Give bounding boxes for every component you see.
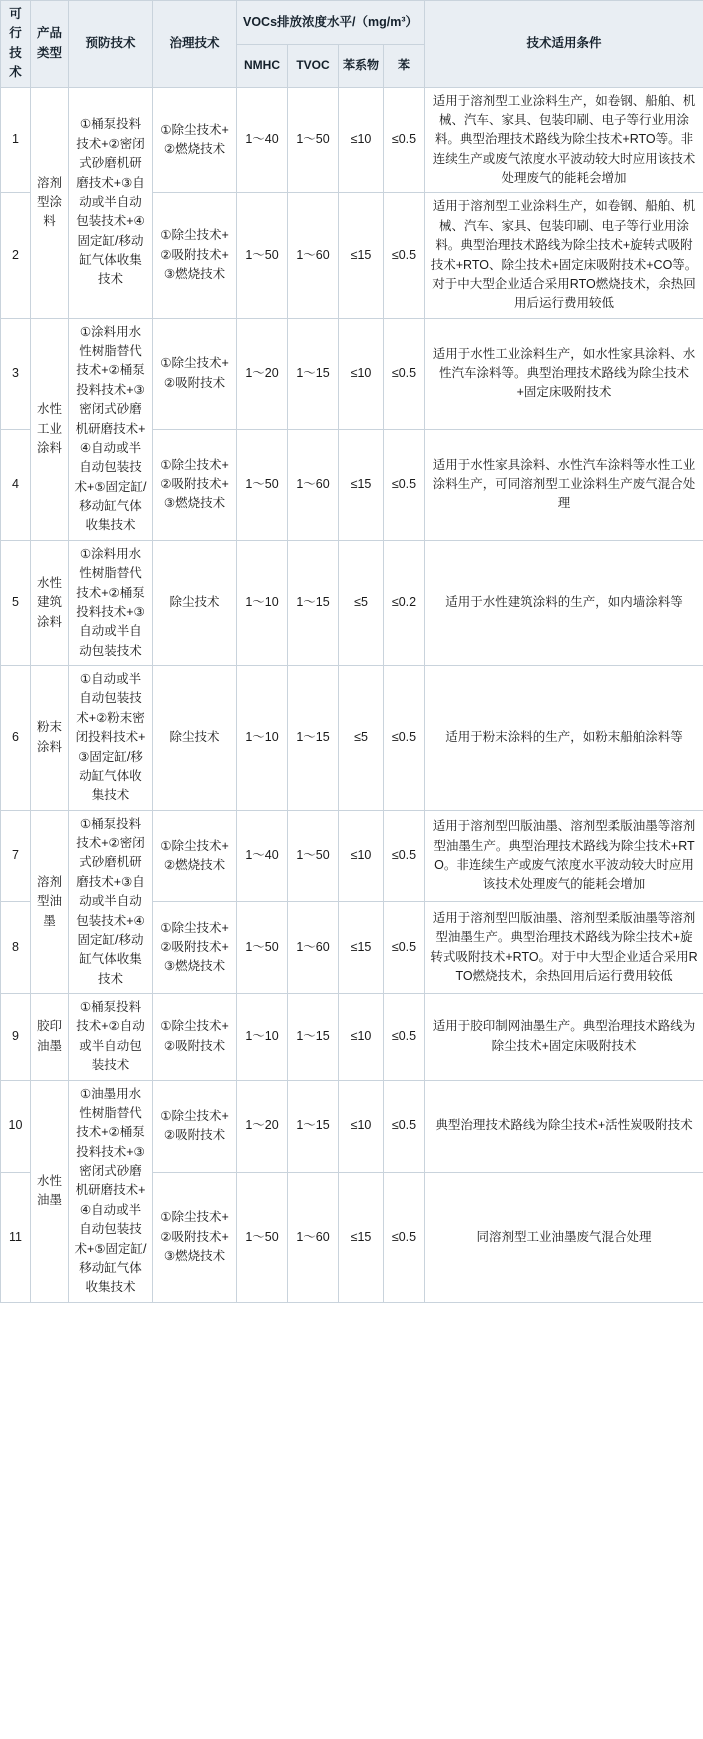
header-vocs-concentration: VOCs排放浓度水平/（mg/m³）	[237, 1, 425, 45]
cell-benzene-series: ≤15	[339, 1172, 384, 1302]
header-benzene: 苯	[384, 44, 425, 87]
table-header	[1, 1, 703, 88]
cell-treatment-tech: 除尘技术	[153, 540, 237, 665]
cell-feasible-tech-no: 9	[1, 994, 31, 1081]
cell-applicable-conditions: 适用于胶印制网油墨生产。典型治理技术路线为除尘技术+固定床吸附技术	[425, 994, 703, 1081]
cell-tvoc: 1～60	[288, 902, 339, 994]
header-prevention-tech: 预防技术	[69, 1, 153, 88]
cell-benzene-series: ≤15	[339, 193, 384, 318]
cell-treatment-tech: ①除尘技术+②吸附技术+③燃烧技术	[153, 902, 237, 994]
cell-treatment-tech: ①除尘技术+②吸附技术+③燃烧技术	[153, 429, 237, 540]
cell-tvoc: 1～15	[288, 1080, 339, 1172]
cell-nmhc: 1～40	[237, 810, 288, 902]
cell-prevention-tech: ①油墨用水性树脂替代技术+②桶泵投料技术+③密闭式砂磨机研磨技术+④自动或半自动包装技术+⑤固定缸/移动缸气体收集技术	[69, 1080, 153, 1302]
cell-benzene-series: ≤5	[339, 540, 384, 665]
cell-treatment-tech: 除尘技术	[153, 666, 237, 811]
cell-product-type: 胶印油墨	[31, 994, 69, 1081]
table-row	[1, 994, 703, 1081]
cell-product-type: 粉末涂料	[31, 666, 69, 811]
cell-prevention-tech: ①桶泵投料技术+②密闭式砂磨机研磨技术+③自动或半自动包装技术+④固定缸/移动缸气体收集技术	[69, 87, 153, 318]
cell-benzene-series: ≤5	[339, 666, 384, 811]
cell-product-type: 溶剂型油墨	[31, 810, 69, 993]
cell-tvoc: 1～50	[288, 87, 339, 193]
cell-feasible-tech-no: 7	[1, 810, 31, 902]
cell-benzene: ≤0.5	[384, 318, 425, 429]
cell-nmhc: 1～50	[237, 1172, 288, 1302]
cell-tvoc: 1～15	[288, 540, 339, 665]
cell-tvoc: 1～60	[288, 429, 339, 540]
cell-feasible-tech-no: 1	[1, 87, 31, 193]
table-row	[1, 540, 703, 665]
cell-tvoc: 1～60	[288, 193, 339, 318]
cell-nmhc: 1～10	[237, 666, 288, 811]
cell-benzene: ≤0.5	[384, 1080, 425, 1172]
cell-prevention-tech: ①涂料用水性树脂替代技术+②桶泵投料技术+③密闭式砂磨机研磨技术+④自动或半自动包装技术+⑤固定缸/移动缸气体收集技术	[69, 318, 153, 540]
table-row	[1, 318, 703, 429]
cell-product-type: 水性建筑涂料	[31, 540, 69, 665]
header-applicable-conditions: 技术适用条件	[425, 1, 703, 88]
cell-benzene: ≤0.5	[384, 429, 425, 540]
cell-feasible-tech-no: 5	[1, 540, 31, 665]
cell-product-type: 溶剂型涂料	[31, 87, 69, 318]
cell-feasible-tech-no: 8	[1, 902, 31, 994]
cell-nmhc: 1～20	[237, 318, 288, 429]
cell-treatment-tech: ①除尘技术+②吸附技术	[153, 994, 237, 1081]
cell-tvoc: 1～15	[288, 318, 339, 429]
table-row	[1, 1080, 703, 1172]
cell-benzene: ≤0.5	[384, 87, 425, 193]
cell-applicable-conditions: 适用于水性家具涂料、水性汽车涂料等水性工业涂料生产，可同溶剂型工业涂料生产废气混合处理	[425, 429, 703, 540]
cell-feasible-tech-no: 11	[1, 1172, 31, 1302]
cell-prevention-tech: ①自动或半自动包装技术+②粉末密闭投料技术+③固定缸/移动缸气体收集技术	[69, 666, 153, 811]
cell-tvoc: 1～60	[288, 1172, 339, 1302]
table-row	[1, 87, 703, 193]
cell-prevention-tech: ①涂料用水性树脂替代技术+②桶泵投料技术+③自动或半自动包装技术	[69, 540, 153, 665]
cell-benzene: ≤0.5	[384, 994, 425, 1081]
cell-tvoc: 1～50	[288, 810, 339, 902]
cell-benzene: ≤0.5	[384, 902, 425, 994]
cell-feasible-tech-no: 4	[1, 429, 31, 540]
cell-treatment-tech: ①除尘技术+②吸附技术	[153, 318, 237, 429]
cell-prevention-tech: ①桶泵投料技术+②自动或半自动包装技术	[69, 994, 153, 1081]
cell-applicable-conditions: 典型治理技术路线为除尘技术+活性炭吸附技术	[425, 1080, 703, 1172]
cell-prevention-tech: ①桶泵投料技术+②密闭式砂磨机研磨技术+③自动或半自动包装技术+④固定缸/移动缸气体收集技术	[69, 810, 153, 993]
cell-feasible-tech-no: 10	[1, 1080, 31, 1172]
header-treatment-tech: 治理技术	[153, 1, 237, 88]
cell-nmhc: 1～50	[237, 193, 288, 318]
table-row	[1, 666, 703, 811]
cell-benzene: ≤0.5	[384, 1172, 425, 1302]
cell-benzene-series: ≤10	[339, 994, 384, 1081]
cell-tvoc: 1～15	[288, 994, 339, 1081]
cell-benzene-series: ≤15	[339, 429, 384, 540]
cell-applicable-conditions: 适用于溶剂型工业涂料生产，如卷钢、船舶、机械、汽车、家具、包装印刷、电子等行业用涂料。典型治理技术路线为除尘技术+旋转式吸附技术+RTO、除尘技术+固定床吸附技术+CO等。对于中大型企业适合采用RTO燃烧技术，余热回用后运行费用较低	[425, 193, 703, 318]
cell-applicable-conditions: 适用于溶剂型凹版油墨、溶剂型柔版油墨等溶剂型油墨生产。典型治理技术路线为除尘技术+RTO。非连续生产或废气浓度水平波动较大时应用该技术处理废气的能耗会增加	[425, 810, 703, 902]
cell-nmhc: 1～40	[237, 87, 288, 193]
cell-applicable-conditions: 适用于粉末涂料的生产，如粉末船舶涂料等	[425, 666, 703, 811]
cell-treatment-tech: ①除尘技术+②燃烧技术	[153, 810, 237, 902]
cell-applicable-conditions: 同溶剂型工业油墨废气混合处理	[425, 1172, 703, 1302]
header-tvoc: TVOC	[288, 44, 339, 87]
cell-benzene: ≤0.5	[384, 810, 425, 902]
cell-benzene-series: ≤10	[339, 87, 384, 193]
cell-feasible-tech-no: 3	[1, 318, 31, 429]
cell-nmhc: 1～10	[237, 994, 288, 1081]
cell-benzene-series: ≤15	[339, 902, 384, 994]
cell-treatment-tech: ①除尘技术+②吸附技术	[153, 1080, 237, 1172]
cell-benzene: ≤0.5	[384, 666, 425, 811]
header-product-type: 产品类型	[31, 1, 69, 88]
table-body	[1, 87, 703, 1302]
cell-feasible-tech-no: 2	[1, 193, 31, 318]
cell-nmhc: 1～50	[237, 429, 288, 540]
cell-benzene-series: ≤10	[339, 810, 384, 902]
header-row-1	[1, 1, 703, 45]
cell-applicable-conditions: 适用于水性工业涂料生产，如水性家具涂料、水性汽车涂料等。典型治理技术路线为除尘技术+固定床吸附技术	[425, 318, 703, 429]
cell-nmhc: 1～50	[237, 902, 288, 994]
cell-benzene-series: ≤10	[339, 318, 384, 429]
cell-treatment-tech: ①除尘技术+②吸附技术+③燃烧技术	[153, 1172, 237, 1302]
cell-benzene-series: ≤10	[339, 1080, 384, 1172]
cell-tvoc: 1～15	[288, 666, 339, 811]
header-nmhc: NMHC	[237, 44, 288, 87]
cell-nmhc: 1～10	[237, 540, 288, 665]
cell-benzene: ≤0.2	[384, 540, 425, 665]
cell-nmhc: 1～20	[237, 1080, 288, 1172]
header-benzene-series: 苯系物	[339, 44, 384, 87]
cell-product-type: 水性工业涂料	[31, 318, 69, 540]
cell-applicable-conditions: 适用于水性建筑涂料的生产，如内墙涂料等	[425, 540, 703, 665]
cell-treatment-tech: ①除尘技术+②燃烧技术	[153, 87, 237, 193]
cell-applicable-conditions: 适用于溶剂型工业涂料生产，如卷钢、船舶、机械、汽车、家具、包装印刷、电子等行业用涂料。典型治理技术路线为除尘技术+RTO等。非连续生产或废气浓度水平波动较大时应用该技术处理废气的能耗会增加	[425, 87, 703, 193]
cell-product-type: 水性油墨	[31, 1080, 69, 1302]
header-feasible-tech: 可行技术	[1, 1, 31, 88]
cell-treatment-tech: ①除尘技术+②吸附技术+③燃烧技术	[153, 193, 237, 318]
cell-benzene: ≤0.5	[384, 193, 425, 318]
cell-feasible-tech-no: 6	[1, 666, 31, 811]
cell-applicable-conditions: 适用于溶剂型凹版油墨、溶剂型柔版油墨等溶剂型油墨生产。典型治理技术路线为除尘技术+旋转式吸附技术+RTO。对于中大型企业适合采用RTO燃烧技术，余热回用后运行费用较低	[425, 902, 703, 994]
table-row	[1, 810, 703, 902]
